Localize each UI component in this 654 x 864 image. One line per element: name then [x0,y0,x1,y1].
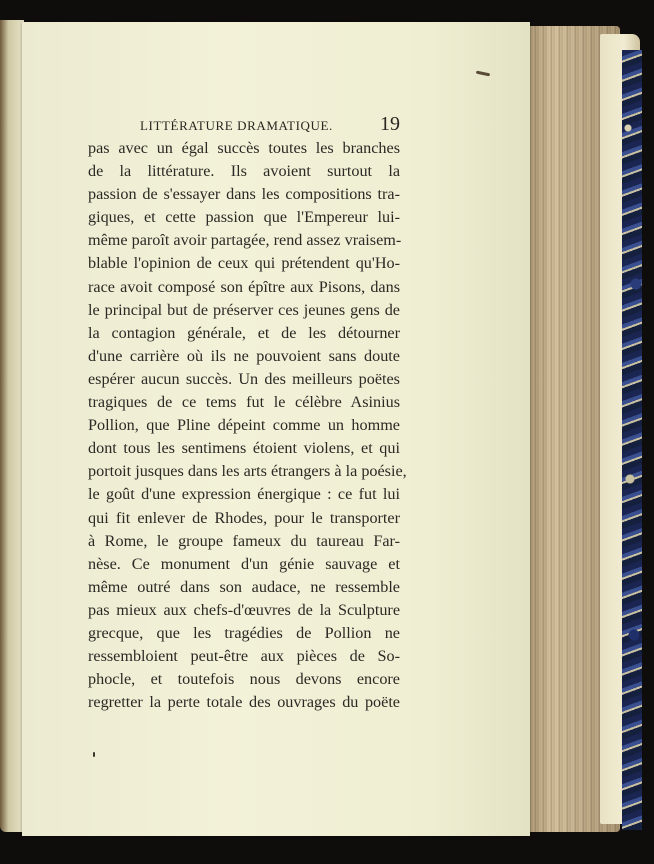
text-line: portoit jusques dans les arts étrangers à la poésie, [88,462,407,481]
page-number: 19 [380,113,400,135]
text-line: d'une carrière où ils ne pouvoient sans doute [88,346,400,365]
ink-dot [93,752,95,757]
text-line: race avoit composé son épître aux Pisons, dans [88,277,400,296]
text-line: Pollion, que Pline dépeint comme un homme [88,416,400,435]
text-line: même outré dans son audace, ne ressemble [88,577,400,596]
text-line: regretter la perte totale des ouvrages du poëte [88,693,400,712]
text-line: passion de s'essayer dans les compositions tra- [88,185,400,204]
running-title: LITTÉRATURE DRAMATIQUE. [140,118,333,133]
text-line: pas avec un égal succès toutes les branches [88,139,400,157]
text-line: nèse. Ce monument d'un génie sauvage et [88,554,400,573]
text-line: à Rome, le groupe fameux du taureau Far- [88,531,400,550]
text-line: blable l'opinion de ceux qui prétendent qu'Ho- [88,254,400,273]
facing-page-edge [0,20,24,832]
text-line: phocle, et toutefois nous devons encore [88,670,400,689]
text-line: giques, et cette passion que l'Empereur lui- [88,208,400,227]
text-line: tragiques de ce tems fut le célèbre Asinius [88,393,400,412]
text-line: grecque, que les tragédies de Pollion ne [88,623,400,642]
text-line: pas mieux aux chefs-d'œuvres de la Sculpture [88,600,400,619]
text-line: de la littérature. Ils avoient surtout la [88,162,400,181]
text-line: le goût d'une expression énergique : ce fut lui [88,485,400,504]
text-line: la contagion générale, et de les détourner [88,323,400,342]
text-line: ressembloient peut-être aux pièces de So- [88,647,400,666]
text-line: espérer aucun succès. Un des meilleurs poëtes [88,369,400,388]
body-text [88,137,407,714]
marbled-cover-edge [622,50,642,830]
text-line: qui fit enlever de Rhodes, pour le transporter [88,508,400,527]
text-line: même paroît avoir partagée, rend assez vraisem- [88,231,402,250]
text-line: dont tous les sentimens étoient violens, et qui [88,439,400,458]
text-line: le principal but de préserver ces jeunes gens de [88,300,400,319]
